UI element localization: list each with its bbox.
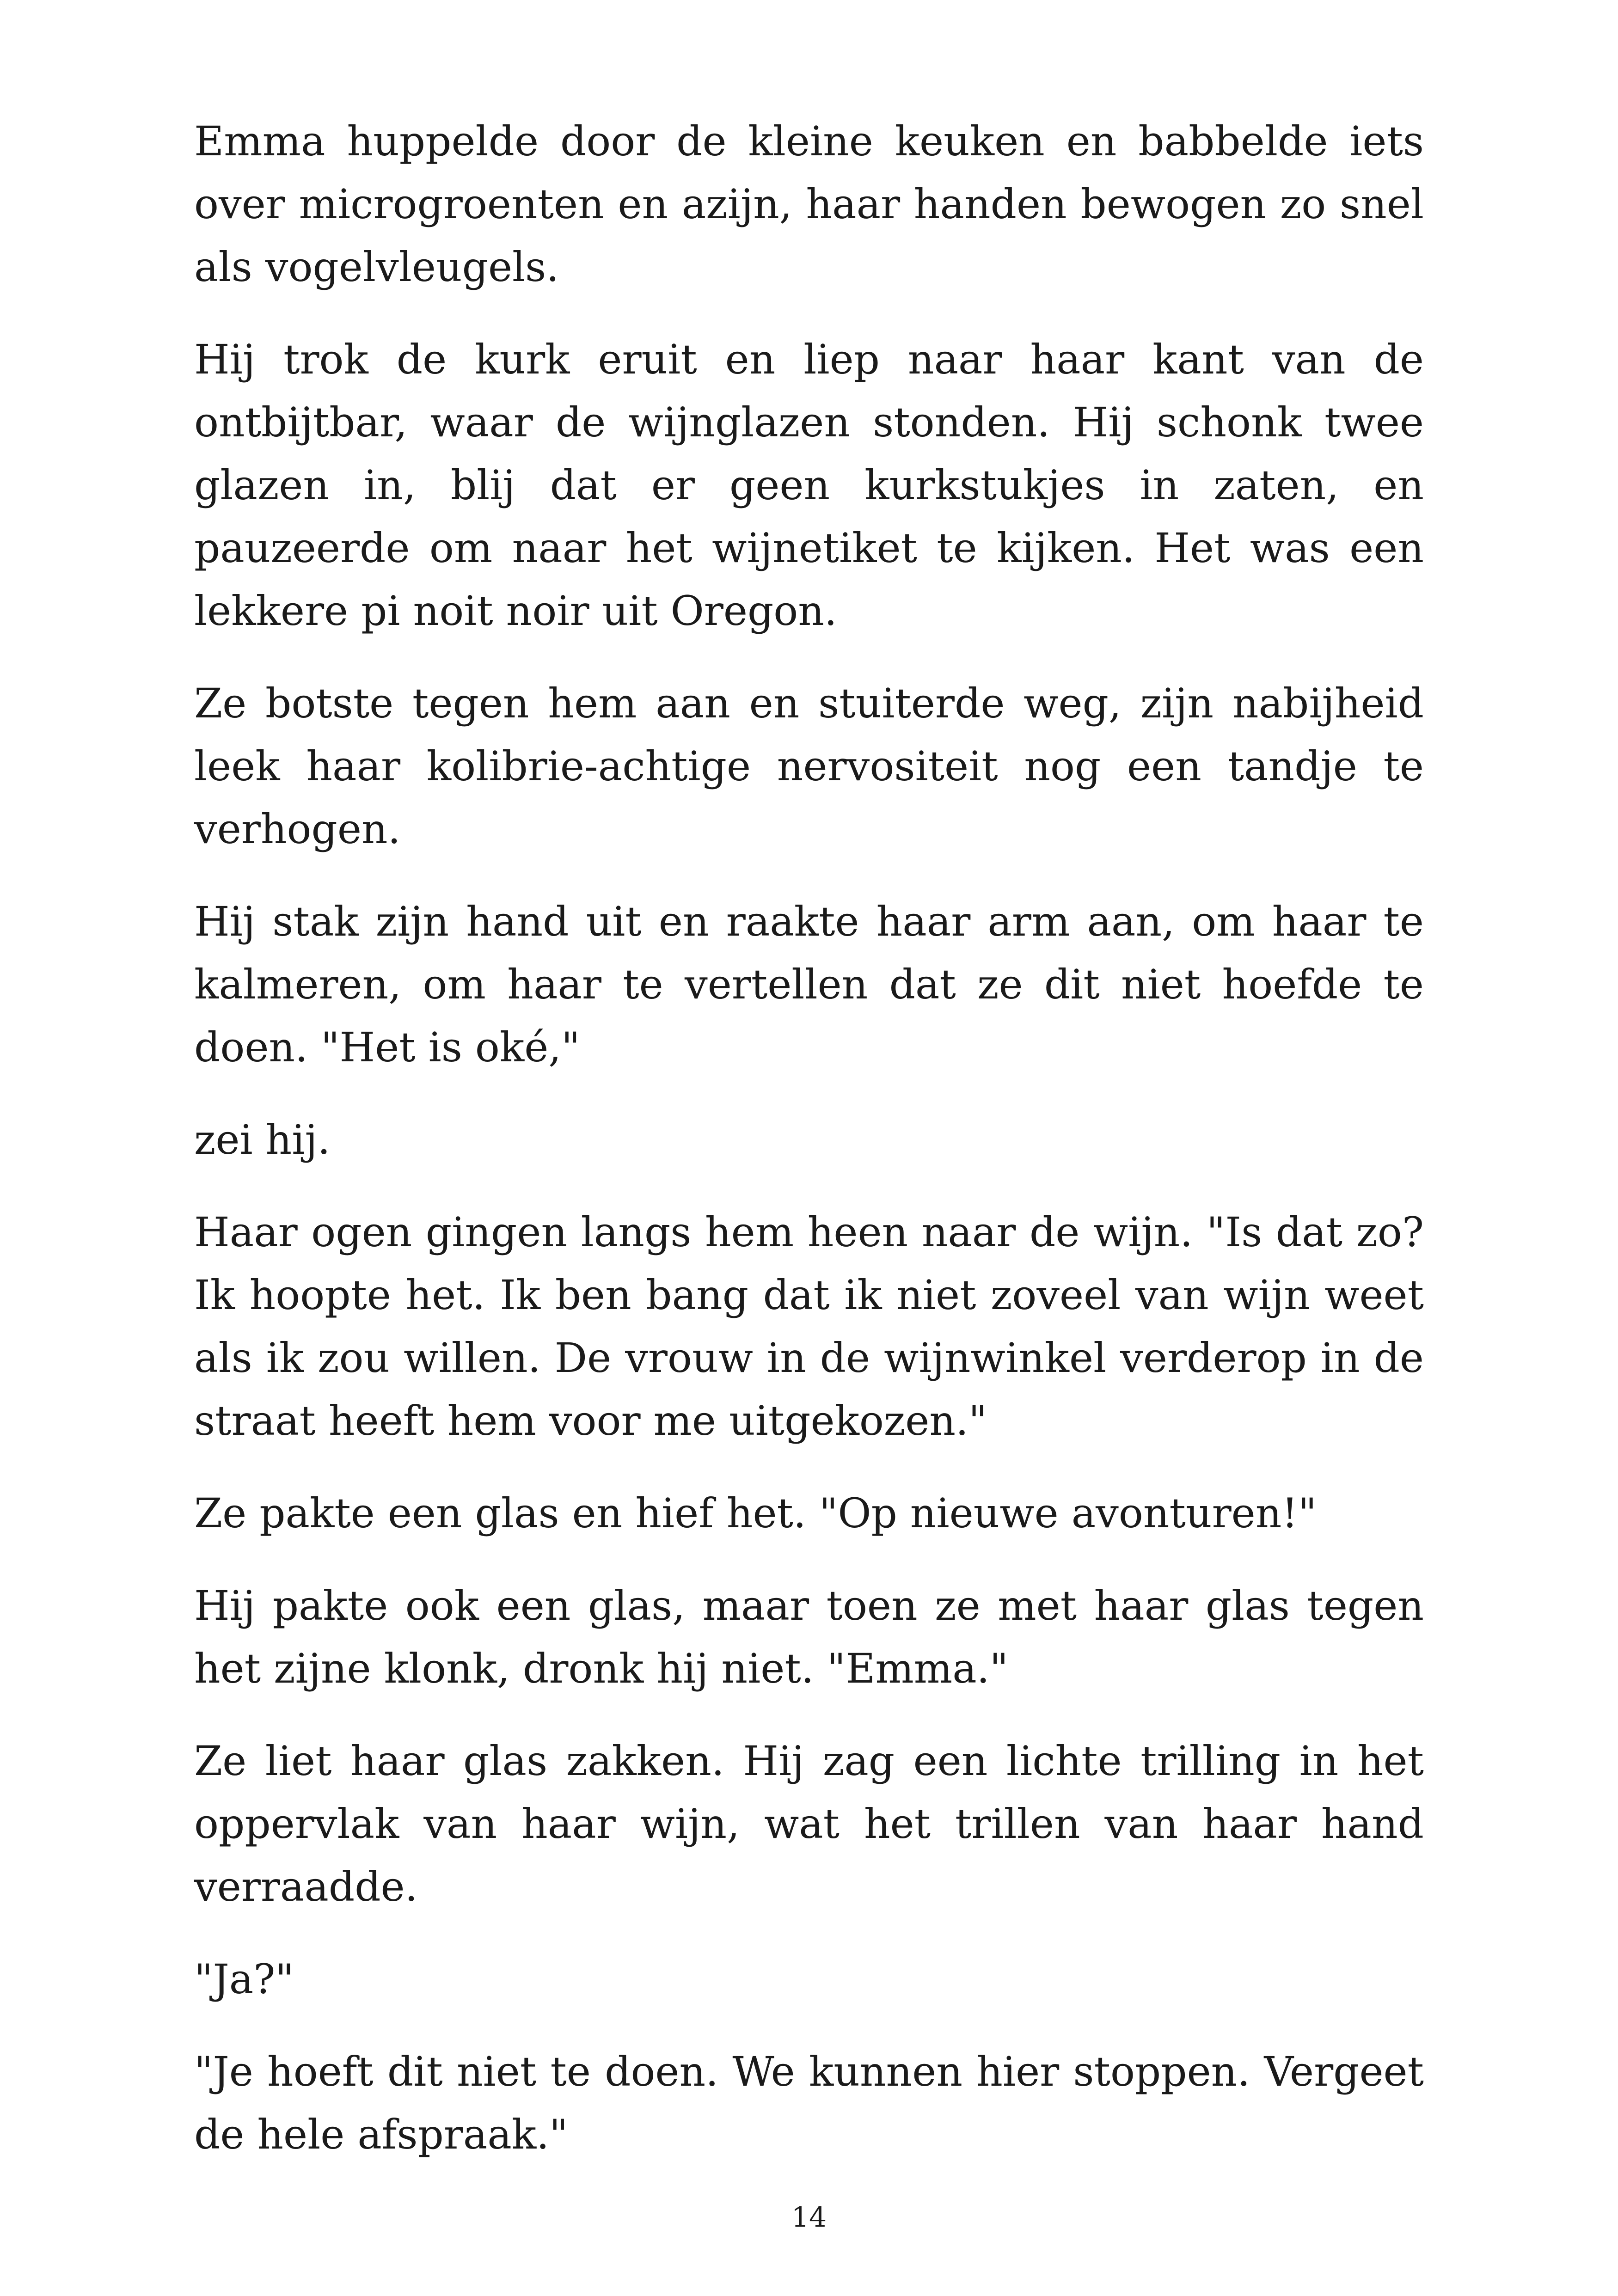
- paragraph: Ze pakte een glas en hief het. "Op nieuwe avonturen!": [194, 1489, 1317, 1537]
- paragraph: Haar ogen gingen langs hem heen naar de wijn. "Is dat zo? Ik hoopte het. Ik ben bang dat ik niet zoveel van wijn weet als ik zou willen. De vrouw in de wijnwinkel verderop in de straat heeft hem voor me uitgekozen.": [194, 1208, 1424, 1445]
- paragraph: "Ja?": [194, 1955, 294, 2003]
- paragraph: Ze liet haar glas zakken. Hij zag een lichte trilling in het oppervlak van haar wijn, wat het trillen van haar hand verraadde.: [194, 1737, 1424, 1910]
- page-number: 14: [791, 2201, 827, 2234]
- paragraph: Hij trok de kurk eruit en liep naar haar kant van de ontbijtbar, waar de wijnglazen stonden. Hij schonk twee glazen in, blij dat er geen kurkstukjes in zaten, en pauzeerde om naar het wijnetiket te kijken. Het was een lekkere pi noit noir uit Oregon.: [194, 336, 1424, 635]
- paragraph: "Je hoeft dit niet te doen. We kunnen hier stoppen. Vergeet de hele afspraak.": [194, 2048, 1424, 2158]
- paragraph: Emma huppelde door de kleine keuken en babbelde iets over microgroenten en azijn, haar handen bewogen zo snel als vogelvleugels.: [194, 117, 1424, 291]
- paragraph: zei hij.: [194, 1116, 331, 1163]
- paragraph: Hij stak zijn hand uit en raakte haar arm aan, om haar te kalmeren, om haar te vertellen dat ze dit niet hoefde te doen. "Het is oké,": [194, 898, 1424, 1071]
- paragraph: Hij pakte ook een glas, maar toen ze met haar glas tegen het zijne klonk, dronk hij niet. "Emma.": [194, 1582, 1424, 1692]
- paragraph: Ze botste tegen hem aan en stuiterde weg, zijn nabijheid leek haar kolibrie-achtige nervositeit nog een tandje te verhogen.: [194, 680, 1424, 853]
- body-text: [194, 110, 1424, 2196]
